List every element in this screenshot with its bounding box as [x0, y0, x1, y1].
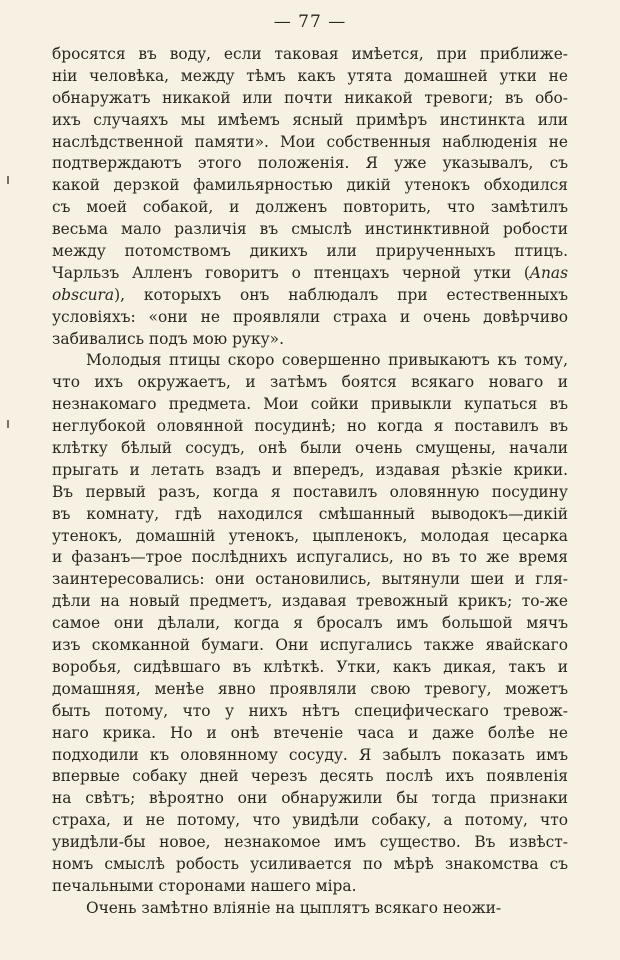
paragraph	[52, 350, 568, 897]
text-line: впервые собаку дней черезъ десять послѣ ихъ появленія	[52, 767, 568, 786]
text-line: увидѣли-бы новое, незнакомое имъ существо. Въ извѣст-	[52, 833, 568, 852]
text-line: утенокъ, домашній утенокъ, цыпленокъ, молодая цесарка	[52, 526, 568, 545]
text-line: прыгать и летать взадъ и впередъ, издавая рѣзкіе крики.	[52, 460, 568, 479]
text-line: обнаружатъ никакой или почти никакой тревоги; въ обо-	[52, 88, 568, 107]
text-line: и фазанъ—трое послѣднихъ испугались, но въ то же время	[52, 548, 568, 567]
text-line: въ комнату, гдѣ находился смѣшанный выводокъ—дикій	[52, 504, 568, 523]
text-line: наслѣдственной памяти». Мои собственныя наблюденія не	[52, 132, 568, 151]
text-line: дѣли на новый предметъ, издавая тревожный крикъ; то-же	[52, 592, 568, 611]
page-number: — 77 —	[273, 12, 347, 32]
text-line: на свѣтъ; вѣроятно они обнаружили бы тогда признаки	[52, 789, 568, 808]
text-line: подтверждаютъ этого положенія. Я уже указывалъ, съ	[52, 154, 568, 173]
text-line: бросятся въ воду, если таковая имѣется, при приближе-	[52, 45, 568, 63]
text-line: домашняя, менѣе явно проявляли свою тревогу, можетъ	[52, 679, 568, 698]
text-line: воробья, сидѣвшаго въ клѣткѣ. Утки, какъ дикая, такъ и	[52, 657, 568, 676]
text-line: Чарльзъ Алленъ говоритъ о птенцахъ черной утки (Anas	[52, 263, 568, 282]
text-line: ихъ случаяхъ мы имѣемъ ясный примѣръ инстинкта или	[52, 110, 568, 129]
text-line: Очень замѣтно вліяніе на цыплятъ всякаго неожи-	[86, 898, 502, 917]
paragraph	[52, 898, 568, 920]
text-line: заинтересовались: они остановились, вытянули шеи и гля-	[52, 570, 568, 589]
text-line: условіяхъ: «они не проявляли страха и очень довѣрчиво	[52, 307, 568, 326]
text-line: ніи человѣка, между тѣмъ какъ утята домашней утки не	[52, 66, 568, 85]
text-line: забивались подъ мою руку».	[52, 329, 284, 348]
text-line: подходили къ оловянному сосуду. Я забылъ показать имъ	[52, 745, 568, 764]
text-line: Въ первый разъ, когда я поставилъ оловянную посудину	[52, 482, 568, 501]
text-line: весьма мало различія въ смыслѣ инстинктивной робости	[52, 220, 568, 239]
text-line: печальными сторонами нашего міра.	[52, 876, 357, 895]
text-line: незнакомаго предмета. Мои сойки привыкли купаться въ	[52, 395, 568, 414]
text-line: неглубокой оловянной посудинѣ; но когда я поставилъ въ	[52, 417, 568, 436]
text-line: что ихъ окружаетъ, и затѣмъ боятся всякаго новаго и	[52, 373, 568, 392]
text-line: obscura), которыхъ онъ наблюдалъ при естественныхъ	[52, 285, 568, 304]
paragraph	[52, 44, 568, 350]
text-line: страха, и не потому, что увидѣли собаку, а потому, что	[52, 811, 568, 830]
text-line: самое они дѣлали, когда я бросалъ имъ большой мячъ	[52, 614, 568, 633]
text-line: клѣтку бѣлый сосудъ, онѣ были очень смущены, начали	[52, 439, 568, 458]
text-line: номъ смыслѣ робость усиливается по мѣрѣ знакомства съ	[52, 854, 568, 873]
text-line: Молодыя птицы скоро совершенно привыкаютъ къ тому,	[86, 351, 568, 370]
text-line: какой дерзкой фамильярностью дикій утенокъ обходился	[52, 176, 568, 195]
text-line: быть потому, что у нихъ нѣтъ специфическаго тревож-	[52, 701, 568, 720]
margin-mark	[7, 176, 9, 184]
margin-mark	[7, 420, 9, 428]
text-line: съ моей собакой, и долженъ повторить, что замѣтилъ	[52, 198, 568, 217]
text-line: наго крика. Но и онѣ втеченіе часа и даже болѣе не	[52, 723, 568, 742]
text-body	[52, 44, 568, 920]
text-line: изъ скомканной бумаги. Они испугались также явайскаго	[52, 636, 568, 655]
text-line: между потомствомъ дикихъ или прирученныхъ птицъ.	[52, 242, 568, 261]
